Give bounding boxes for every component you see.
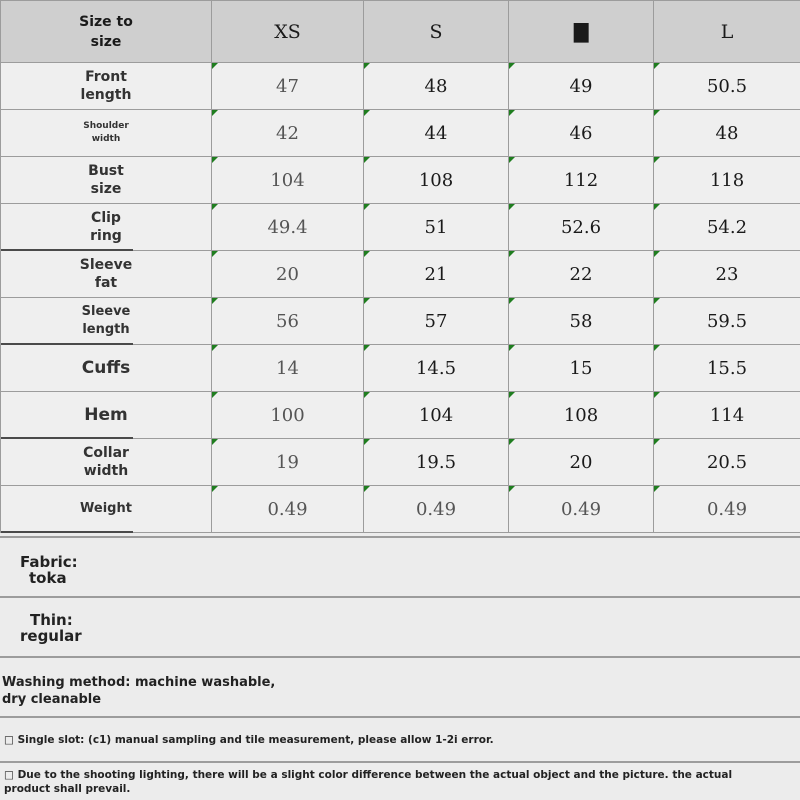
row-label: Clip ring bbox=[1, 204, 212, 251]
thickness-text bbox=[20, 612, 82, 644]
corner-marker bbox=[364, 110, 370, 116]
table-cell: 108 bbox=[509, 392, 654, 439]
corner-marker bbox=[509, 392, 515, 398]
table-cell: 108 bbox=[364, 157, 509, 204]
corner-marker bbox=[212, 204, 218, 210]
table-cell: 52.6 bbox=[509, 204, 654, 251]
table-cell: 46 bbox=[509, 110, 654, 157]
corner-marker bbox=[364, 204, 370, 210]
table-cell: 51 bbox=[364, 204, 509, 251]
table-row-clip-ring bbox=[1, 204, 800, 251]
corner-marker bbox=[212, 251, 218, 257]
table-cell: 118 bbox=[654, 157, 800, 204]
table-cell: 0.49 bbox=[509, 486, 654, 533]
size-header-row bbox=[1, 1, 800, 63]
table-cell: 112 bbox=[509, 157, 654, 204]
table-cell: 20 bbox=[212, 251, 364, 298]
table-cell: 49 bbox=[509, 63, 654, 110]
washing-line2: dry cleanable bbox=[2, 692, 102, 707]
corner-marker bbox=[364, 439, 370, 445]
corner-marker bbox=[364, 63, 370, 69]
size-column-l: L bbox=[654, 1, 800, 63]
table-row-weight bbox=[1, 486, 800, 533]
size-header-corner-line2: size bbox=[90, 33, 122, 50]
row-label: Shoulder width bbox=[1, 110, 212, 157]
table-cell: 58 bbox=[509, 298, 654, 345]
color-note bbox=[4, 768, 732, 796]
measurement-note-section bbox=[0, 716, 800, 761]
row-label: Sleeve fat bbox=[1, 251, 212, 298]
table-cell: 104 bbox=[212, 157, 364, 204]
fabric-text bbox=[20, 554, 78, 586]
fabric-value: toka bbox=[29, 569, 67, 587]
label-underline bbox=[1, 531, 133, 533]
table-cell: 14 bbox=[212, 345, 364, 392]
fabric-label: Fabric: bbox=[20, 553, 78, 571]
table-cell: 19.5 bbox=[364, 439, 509, 486]
table-cell: 15.5 bbox=[654, 345, 800, 392]
corner-marker bbox=[509, 439, 515, 445]
corner-marker bbox=[212, 298, 218, 304]
corner-marker bbox=[364, 251, 370, 257]
size-header-corner bbox=[1, 1, 212, 63]
washing-line1: Washing method: machine washable, bbox=[2, 675, 276, 690]
row-label: Weight bbox=[1, 486, 212, 533]
corner-marker bbox=[654, 392, 660, 398]
corner-marker bbox=[654, 63, 660, 69]
corner-marker bbox=[212, 157, 218, 163]
washing-text bbox=[2, 674, 275, 708]
corner-marker bbox=[212, 345, 218, 351]
table-cell: 0.49 bbox=[364, 486, 509, 533]
table-cell: 22 bbox=[509, 251, 654, 298]
table-cell: 114 bbox=[654, 392, 800, 439]
table-row-collar-width bbox=[1, 439, 800, 486]
table-cell: 50.5 bbox=[654, 63, 800, 110]
table-cell: 49.4 bbox=[212, 204, 364, 251]
corner-marker bbox=[654, 157, 660, 163]
row-label: Bust size bbox=[1, 157, 212, 204]
corner-marker bbox=[509, 486, 515, 492]
table-cell: 20 bbox=[509, 439, 654, 486]
corner-marker bbox=[364, 392, 370, 398]
table-cell: 48 bbox=[654, 110, 800, 157]
table-cell: 54.2 bbox=[654, 204, 800, 251]
corner-marker bbox=[509, 157, 515, 163]
corner-marker bbox=[654, 486, 660, 492]
table-cell: 44 bbox=[364, 110, 509, 157]
table-cell: 56 bbox=[212, 298, 364, 345]
table-row-front-length bbox=[1, 63, 800, 110]
table-cell: 57 bbox=[364, 298, 509, 345]
corner-marker bbox=[212, 110, 218, 116]
size-column-m: ▇ bbox=[509, 1, 654, 63]
table-row-cuffs bbox=[1, 345, 800, 392]
row-label: Sleeve length bbox=[1, 298, 212, 345]
measurement-note: □ Single slot: (c1) manual sampling and tile measurement, please allow 1-2i error. bbox=[4, 734, 494, 746]
corner-marker bbox=[364, 157, 370, 163]
table-cell: 20.5 bbox=[654, 439, 800, 486]
table-row-sleeve-length bbox=[1, 298, 800, 345]
thickness-label: Thin: bbox=[30, 611, 73, 629]
corner-marker bbox=[509, 110, 515, 116]
table-cell: 42 bbox=[212, 110, 364, 157]
corner-marker bbox=[654, 298, 660, 304]
corner-marker bbox=[212, 63, 218, 69]
size-column-xs: XS bbox=[212, 1, 364, 63]
corner-marker bbox=[654, 110, 660, 116]
washing-section bbox=[0, 656, 800, 716]
row-label: Front length bbox=[1, 63, 212, 110]
table-cell: 47 bbox=[212, 63, 364, 110]
corner-marker bbox=[654, 439, 660, 445]
corner-marker bbox=[654, 251, 660, 257]
table-cell: 59.5 bbox=[654, 298, 800, 345]
table-cell: 104 bbox=[364, 392, 509, 439]
row-label: Collar width bbox=[1, 439, 212, 486]
thickness-section bbox=[0, 596, 800, 656]
table-cell: 15 bbox=[509, 345, 654, 392]
row-label: Cuffs bbox=[1, 345, 212, 392]
corner-marker bbox=[654, 204, 660, 210]
table-cell: 19 bbox=[212, 439, 364, 486]
color-note-section bbox=[0, 761, 800, 800]
table-cell: 21 bbox=[364, 251, 509, 298]
corner-marker bbox=[212, 486, 218, 492]
table-cell: 100 bbox=[212, 392, 364, 439]
corner-marker bbox=[654, 345, 660, 351]
corner-marker bbox=[364, 298, 370, 304]
table-row-bust-size bbox=[1, 157, 800, 204]
table-cell: 23 bbox=[654, 251, 800, 298]
corner-marker bbox=[364, 486, 370, 492]
corner-marker bbox=[364, 345, 370, 351]
fabric-section bbox=[0, 536, 800, 596]
corner-marker bbox=[509, 204, 515, 210]
corner-marker bbox=[509, 298, 515, 304]
corner-marker bbox=[509, 345, 515, 351]
table-row-sleeve-fat bbox=[1, 251, 800, 298]
size-header-corner-line1: Size to bbox=[79, 13, 133, 30]
corner-marker bbox=[212, 392, 218, 398]
row-label: Hem bbox=[1, 392, 212, 439]
table-cell: 0.49 bbox=[654, 486, 800, 533]
corner-marker bbox=[509, 63, 515, 69]
table-row-hem bbox=[1, 392, 800, 439]
thickness-value: regular bbox=[20, 627, 82, 645]
color-note-line1: □ Due to the shooting lighting, there will be a slight color difference between the actual object and the picture. the actual bbox=[4, 769, 733, 781]
size-column-s: S bbox=[364, 1, 509, 63]
table-cell: 48 bbox=[364, 63, 509, 110]
table-cell: 14.5 bbox=[364, 345, 509, 392]
table-cell: 0.49 bbox=[212, 486, 364, 533]
table-row-shoulder-width bbox=[1, 110, 800, 157]
corner-marker bbox=[212, 439, 218, 445]
color-note-line2: product shall prevail. bbox=[4, 783, 131, 795]
corner-marker bbox=[509, 251, 515, 257]
